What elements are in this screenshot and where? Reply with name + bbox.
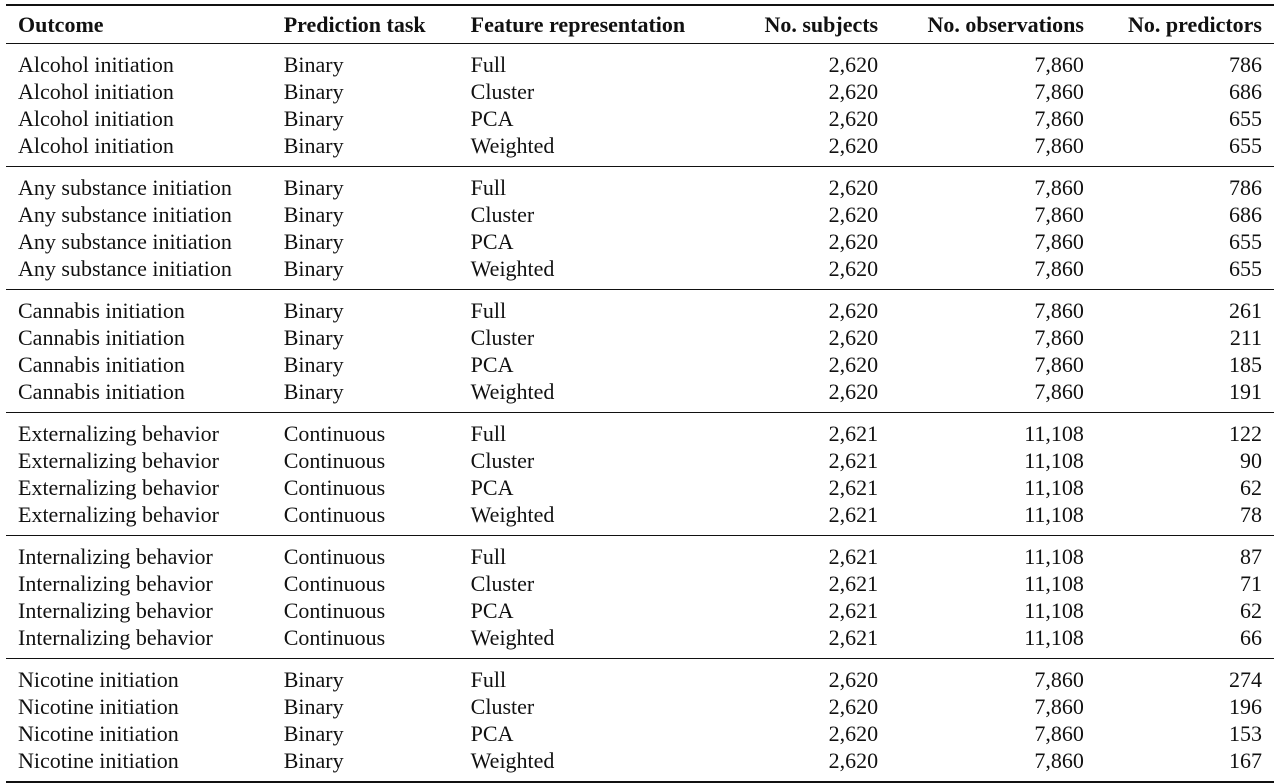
cell-prediction-task: Binary xyxy=(283,721,344,746)
cell-feature-representation: Weighted xyxy=(470,748,555,773)
cell-prediction-task: Binary xyxy=(283,298,344,323)
table-row xyxy=(6,597,1274,624)
table-row xyxy=(6,413,1274,448)
cell-no-predictors: 686 xyxy=(1229,202,1262,227)
cell-outcome: Nicotine initiation xyxy=(18,721,179,746)
cell-no-predictors: 153 xyxy=(1229,721,1262,746)
cell-no-subjects: 2,621 xyxy=(828,421,879,446)
cell-no-subjects: 2,620 xyxy=(828,298,879,323)
cell-no-predictors: 274 xyxy=(1229,667,1262,692)
cell-prediction-task: Binary xyxy=(283,229,344,254)
cell-outcome: Cannabis initiation xyxy=(18,298,185,323)
cell-no-subjects: 2,621 xyxy=(828,598,879,623)
cell-no-subjects: 2,620 xyxy=(828,256,879,281)
cell-no-predictors: 655 xyxy=(1229,256,1262,281)
table-row xyxy=(6,228,1274,255)
cell-no-subjects: 2,620 xyxy=(828,667,879,692)
cell-no-subjects: 2,620 xyxy=(828,721,879,746)
cell-feature-representation: Cluster xyxy=(470,325,535,350)
header-no-observations: No. observations xyxy=(927,12,1084,37)
table-row xyxy=(6,570,1274,597)
cell-no-predictors: 191 xyxy=(1229,379,1262,404)
cell-outcome: Any substance initiation xyxy=(18,202,232,227)
header-prediction-task: Prediction task xyxy=(283,12,426,37)
cell-feature-representation: Full xyxy=(470,298,507,323)
cell-prediction-task: Binary xyxy=(283,748,344,773)
cell-outcome: Nicotine initiation xyxy=(18,667,179,692)
cell-no-observations: 11,108 xyxy=(1024,598,1084,623)
cell-feature-representation: Cluster xyxy=(470,571,535,596)
cell-no-observations: 11,108 xyxy=(1024,502,1084,527)
cell-outcome: Alcohol initiation xyxy=(18,52,174,77)
cell-feature-representation: Full xyxy=(470,544,507,569)
cell-outcome: Externalizing behavior xyxy=(18,502,219,527)
cell-no-predictors: 686 xyxy=(1229,79,1262,104)
cell-no-observations: 7,860 xyxy=(1034,229,1084,254)
table-row xyxy=(6,447,1274,474)
cell-prediction-task: Binary xyxy=(283,667,344,692)
cell-prediction-task: Binary xyxy=(283,694,344,719)
cell-feature-representation: PCA xyxy=(470,721,514,746)
cell-prediction-task: Binary xyxy=(283,175,344,200)
cell-no-subjects: 2,620 xyxy=(828,52,879,77)
row-group xyxy=(6,290,1274,413)
cell-no-subjects: 2,620 xyxy=(828,79,879,104)
cell-no-observations: 7,860 xyxy=(1034,721,1084,746)
cell-prediction-task: Continuous xyxy=(283,625,386,650)
table-row xyxy=(6,167,1274,202)
table-row xyxy=(6,324,1274,351)
cell-no-observations: 7,860 xyxy=(1034,202,1084,227)
cell-no-subjects: 2,620 xyxy=(828,694,879,719)
table-row xyxy=(6,720,1274,747)
cell-no-observations: 7,860 xyxy=(1034,298,1084,323)
cell-outcome: Externalizing behavior xyxy=(18,475,219,500)
row-group xyxy=(6,413,1274,536)
cell-no-predictors: 196 xyxy=(1229,694,1262,719)
cell-prediction-task: Continuous xyxy=(283,571,386,596)
cell-no-predictors: 211 xyxy=(1229,325,1262,350)
cell-feature-representation: Full xyxy=(470,175,507,200)
cell-outcome: Externalizing behavior xyxy=(18,448,219,473)
table-row xyxy=(6,624,1274,659)
cell-no-subjects: 2,620 xyxy=(828,379,879,404)
cell-outcome: Any substance initiation xyxy=(18,175,232,200)
cell-feature-representation: Full xyxy=(470,421,507,446)
cell-outcome: Alcohol initiation xyxy=(18,133,174,158)
cell-feature-representation: Cluster xyxy=(470,202,535,227)
cell-no-subjects: 2,620 xyxy=(828,352,879,377)
cell-no-observations: 7,860 xyxy=(1034,325,1084,350)
cell-feature-representation: Cluster xyxy=(470,448,535,473)
table-row xyxy=(6,44,1274,79)
cell-prediction-task: Continuous xyxy=(283,598,386,623)
cell-no-subjects: 2,620 xyxy=(828,175,879,200)
cell-outcome: Nicotine initiation xyxy=(18,748,179,773)
cell-no-predictors: 167 xyxy=(1229,748,1262,773)
cell-no-predictors: 66 xyxy=(1240,625,1262,650)
cell-no-observations: 11,108 xyxy=(1024,625,1084,650)
cell-prediction-task: Binary xyxy=(283,352,344,377)
header-outcome: Outcome xyxy=(18,12,104,37)
cell-outcome: Internalizing behavior xyxy=(18,625,213,650)
header-feature-representation: Feature representation xyxy=(470,12,686,37)
table-row xyxy=(6,378,1274,413)
cell-no-subjects: 2,620 xyxy=(828,229,879,254)
cell-outcome: Internalizing behavior xyxy=(18,598,213,623)
cell-outcome: Cannabis initiation xyxy=(18,325,185,350)
cell-prediction-task: Continuous xyxy=(283,475,386,500)
cell-no-subjects: 2,621 xyxy=(828,502,879,527)
cell-no-subjects: 2,620 xyxy=(828,202,879,227)
row-group xyxy=(6,536,1274,659)
cell-no-subjects: 2,620 xyxy=(828,133,879,158)
table-row xyxy=(6,351,1274,378)
cell-no-predictors: 90 xyxy=(1240,448,1262,473)
cell-no-predictors: 655 xyxy=(1229,106,1262,131)
header-no-predictors: No. predictors xyxy=(1127,12,1262,37)
cell-no-observations: 7,860 xyxy=(1034,175,1084,200)
cell-no-predictors: 655 xyxy=(1229,133,1262,158)
cell-prediction-task: Continuous xyxy=(283,448,386,473)
table-row xyxy=(6,255,1274,290)
cell-no-observations: 11,108 xyxy=(1024,544,1084,569)
cell-prediction-task: Binary xyxy=(283,133,344,158)
cell-no-subjects: 2,621 xyxy=(828,475,879,500)
cell-no-predictors: 185 xyxy=(1229,352,1262,377)
cell-no-observations: 7,860 xyxy=(1034,352,1084,377)
cell-outcome: Internalizing behavior xyxy=(18,544,213,569)
cell-prediction-task: Binary xyxy=(283,79,344,104)
table-row xyxy=(6,693,1274,720)
table-row xyxy=(6,290,1274,325)
cell-no-observations: 11,108 xyxy=(1024,448,1084,473)
cell-no-observations: 7,860 xyxy=(1034,79,1084,104)
cell-prediction-task: Binary xyxy=(283,256,344,281)
table-row xyxy=(6,78,1274,105)
cell-no-observations: 11,108 xyxy=(1024,571,1084,596)
table-row xyxy=(6,659,1274,694)
cell-outcome: Cannabis initiation xyxy=(18,352,185,377)
cell-no-predictors: 62 xyxy=(1240,475,1262,500)
cell-outcome: Nicotine initiation xyxy=(18,694,179,719)
cell-no-subjects: 2,620 xyxy=(828,106,879,131)
cell-prediction-task: Binary xyxy=(283,106,344,131)
cell-no-observations: 7,860 xyxy=(1034,694,1084,719)
table-row xyxy=(6,201,1274,228)
table-row xyxy=(6,474,1274,501)
cell-feature-representation: Full xyxy=(470,52,507,77)
cell-feature-representation: Weighted xyxy=(470,133,555,158)
cell-no-observations: 7,860 xyxy=(1034,379,1084,404)
header-no-subjects: No. subjects xyxy=(764,12,879,37)
cell-outcome: Internalizing behavior xyxy=(18,571,213,596)
cell-feature-representation: Full xyxy=(470,667,507,692)
cell-no-observations: 7,860 xyxy=(1034,106,1084,131)
cell-no-subjects: 2,621 xyxy=(828,544,879,569)
cell-no-predictors: 655 xyxy=(1229,229,1262,254)
cell-outcome: Any substance initiation xyxy=(18,229,232,254)
cell-no-predictors: 87 xyxy=(1240,544,1262,569)
table-row xyxy=(6,536,1274,571)
cell-feature-representation: Cluster xyxy=(470,79,535,104)
cell-feature-representation: PCA xyxy=(470,475,514,500)
cell-no-observations: 7,860 xyxy=(1034,52,1084,77)
cell-no-subjects: 2,621 xyxy=(828,448,879,473)
cell-outcome: Externalizing behavior xyxy=(18,421,219,446)
cell-feature-representation: PCA xyxy=(470,229,514,254)
data-table xyxy=(6,4,1274,783)
cell-prediction-task: Continuous xyxy=(283,421,386,446)
cell-outcome: Alcohol initiation xyxy=(18,79,174,104)
row-group xyxy=(6,44,1274,167)
cell-outcome: Any substance initiation xyxy=(18,256,232,281)
table-row xyxy=(6,132,1274,167)
cell-no-observations: 11,108 xyxy=(1024,475,1084,500)
cell-feature-representation: Weighted xyxy=(470,256,555,281)
table-row xyxy=(6,501,1274,536)
cell-feature-representation: Weighted xyxy=(470,379,555,404)
cell-feature-representation: Weighted xyxy=(470,625,555,650)
table-header xyxy=(6,5,1274,44)
cell-feature-representation: PCA xyxy=(470,106,514,131)
header-row xyxy=(6,5,1274,44)
cell-no-predictors: 261 xyxy=(1229,298,1262,323)
cell-prediction-task: Binary xyxy=(283,379,344,404)
cell-no-observations: 7,860 xyxy=(1034,667,1084,692)
cell-feature-representation: PCA xyxy=(470,598,514,623)
cell-prediction-task: Continuous xyxy=(283,502,386,527)
table-row xyxy=(6,105,1274,132)
cell-no-observations: 7,860 xyxy=(1034,133,1084,158)
table-row xyxy=(6,747,1274,782)
cell-no-subjects: 2,620 xyxy=(828,748,879,773)
cell-no-predictors: 62 xyxy=(1240,598,1262,623)
cell-prediction-task: Binary xyxy=(283,202,344,227)
cell-no-predictors: 71 xyxy=(1240,571,1262,596)
cell-feature-representation: PCA xyxy=(470,352,514,377)
cell-feature-representation: Cluster xyxy=(470,694,535,719)
cell-no-subjects: 2,621 xyxy=(828,625,879,650)
row-group xyxy=(6,167,1274,290)
cell-no-observations: 7,860 xyxy=(1034,256,1084,281)
cell-no-subjects: 2,621 xyxy=(828,571,879,596)
cell-no-predictors: 122 xyxy=(1229,421,1262,446)
cell-feature-representation: Weighted xyxy=(470,502,555,527)
cell-prediction-task: Binary xyxy=(283,52,344,77)
cell-no-predictors: 786 xyxy=(1229,175,1262,200)
cell-prediction-task: Continuous xyxy=(283,544,386,569)
cell-no-predictors: 786 xyxy=(1229,52,1262,77)
cell-no-subjects: 2,620 xyxy=(828,325,879,350)
cell-prediction-task: Binary xyxy=(283,325,344,350)
row-group xyxy=(6,659,1274,783)
cell-outcome: Alcohol initiation xyxy=(18,106,174,131)
cell-no-observations: 11,108 xyxy=(1024,421,1084,446)
cell-outcome: Cannabis initiation xyxy=(18,379,185,404)
cell-no-observations: 7,860 xyxy=(1034,748,1084,773)
cell-no-predictors: 78 xyxy=(1240,502,1262,527)
